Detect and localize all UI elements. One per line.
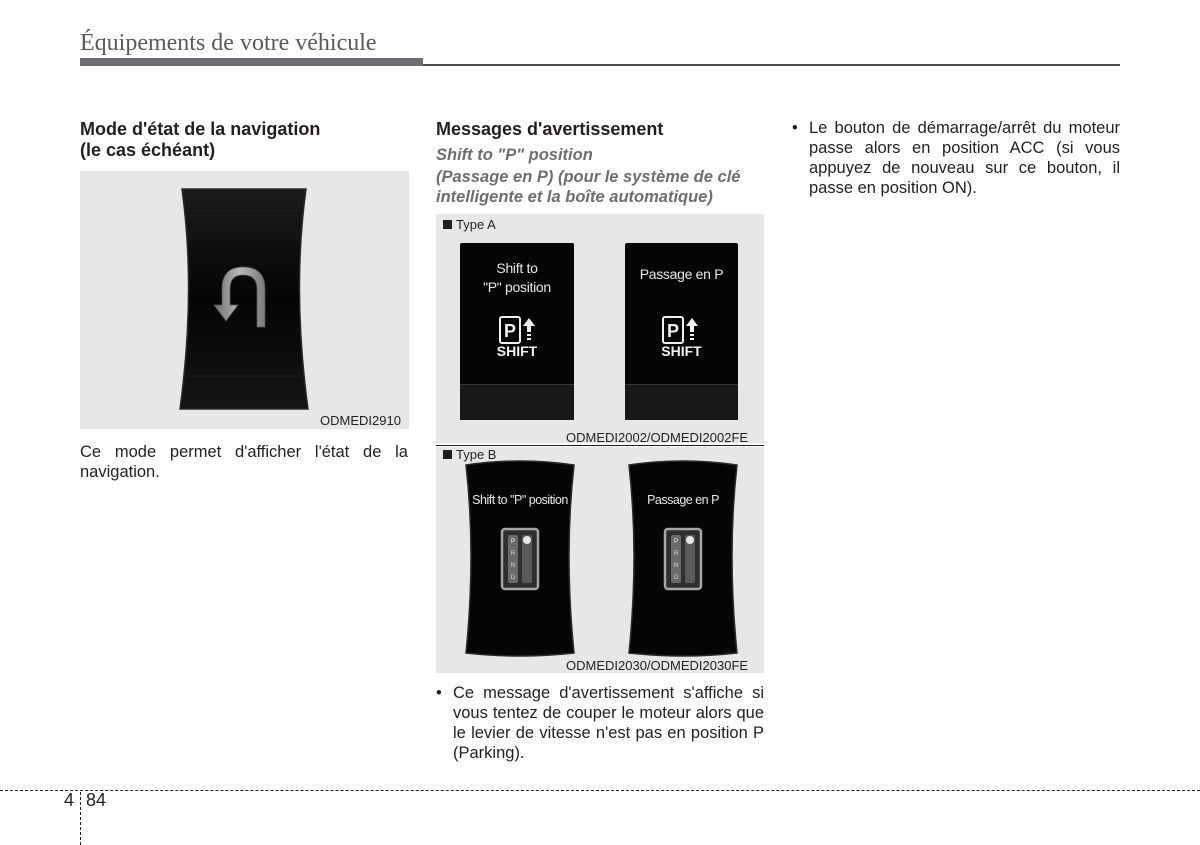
type-a-english-screen — [460, 243, 574, 420]
acc-bullet — [792, 118, 1120, 200]
nav-figure-caption: ODMEDI2910 — [320, 413, 401, 428]
svg-text:D: D — [673, 575, 679, 581]
svg-text:P: P — [673, 539, 679, 545]
screen-bottom-strip — [625, 384, 738, 420]
nav-mode-heading — [80, 119, 410, 161]
svg-text:P: P — [666, 321, 680, 341]
type-a-french-screen — [625, 243, 738, 420]
svg-text:P: P — [503, 321, 517, 341]
footer-divider — [80, 792, 81, 845]
type-a-label-text: Type A — [456, 217, 496, 232]
type-a-label — [443, 217, 496, 232]
warning-bullet — [436, 683, 764, 765]
screen-bottom-strip — [460, 384, 574, 420]
type-b-english-screen — [460, 459, 580, 659]
type-b-french-screen — [623, 459, 743, 659]
type-b-label-text: Type B — [456, 447, 497, 462]
svg-text:N: N — [673, 563, 679, 569]
square-bullet-icon — [443, 220, 452, 229]
bullet-dot: • — [436, 684, 442, 702]
svg-text:P: P — [510, 539, 516, 545]
square-bullet-icon — [443, 450, 452, 459]
nav-mode-heading-line2: (le cas échéant) — [80, 140, 216, 160]
header-bar — [80, 58, 423, 66]
nav-mode-figure — [80, 171, 409, 429]
nav-mode-heading-line1: Mode d'état de la navigation — [80, 119, 321, 139]
nav-mode-body: Ce mode permet d'afficher l'état de la navigation. — [80, 443, 408, 481]
passage-en-p-subtitle-line2: intelligente et la boîte automatique) — [436, 188, 713, 206]
type-b-caption: ODMEDI2030/ODMEDI2030FE — [566, 658, 749, 673]
warning-messages-heading: Messages d'avertissement — [436, 119, 664, 139]
p-shift-icon — [662, 316, 700, 344]
p-shift-icon — [499, 316, 537, 344]
type-a-english-line2: "P" position — [483, 279, 551, 295]
page-number: 84 — [86, 790, 107, 810]
nav-screen-illustration — [80, 171, 409, 429]
shift-to-p-subtitle: Shift to "P" position — [436, 146, 593, 164]
type-a-caption: ODMEDI2002/ODMEDI2002FE — [566, 430, 749, 445]
warning-bullet-text: Ce message d'avertissement s'affiche si vous tentez de couper le moteur alors que le levier de vitesse n'est pas en position P (Parking). — [453, 684, 764, 762]
type-b-french-text: Passage en P — [647, 493, 719, 507]
header-rule — [423, 64, 1120, 66]
type-a-french-shift-word: SHIFT — [661, 343, 702, 359]
type-a-english-shift-word: SHIFT — [496, 343, 538, 359]
type-b-figure — [436, 447, 764, 673]
page-header-title: Équipements de votre véhicule — [80, 30, 377, 56]
svg-text:D: D — [510, 575, 516, 581]
bullet-dot: • — [792, 119, 798, 137]
svg-text:R: R — [510, 551, 516, 557]
passage-en-p-subtitle-line1: (Passage en P) (pour le système de clé — [436, 168, 741, 186]
type-a-french-text: Passage en P — [639, 266, 724, 282]
footer-dashed-rule — [0, 790, 1200, 791]
svg-text:R: R — [673, 551, 679, 557]
type-b-english-text: Shift to "P" position — [472, 493, 568, 507]
acc-bullet-text: Le bouton de démarrage/arrêt du moteur passe alors en position ACC (si vous appuyez de nouveau sur ce bouton, il passe en position ON). — [809, 119, 1120, 197]
type-a-english-line1: Shift to — [496, 260, 538, 276]
svg-text:N: N — [510, 563, 516, 569]
type-a-figure — [436, 214, 764, 443]
figure-divider — [436, 445, 764, 446]
chapter-number: 4 — [64, 790, 75, 810]
